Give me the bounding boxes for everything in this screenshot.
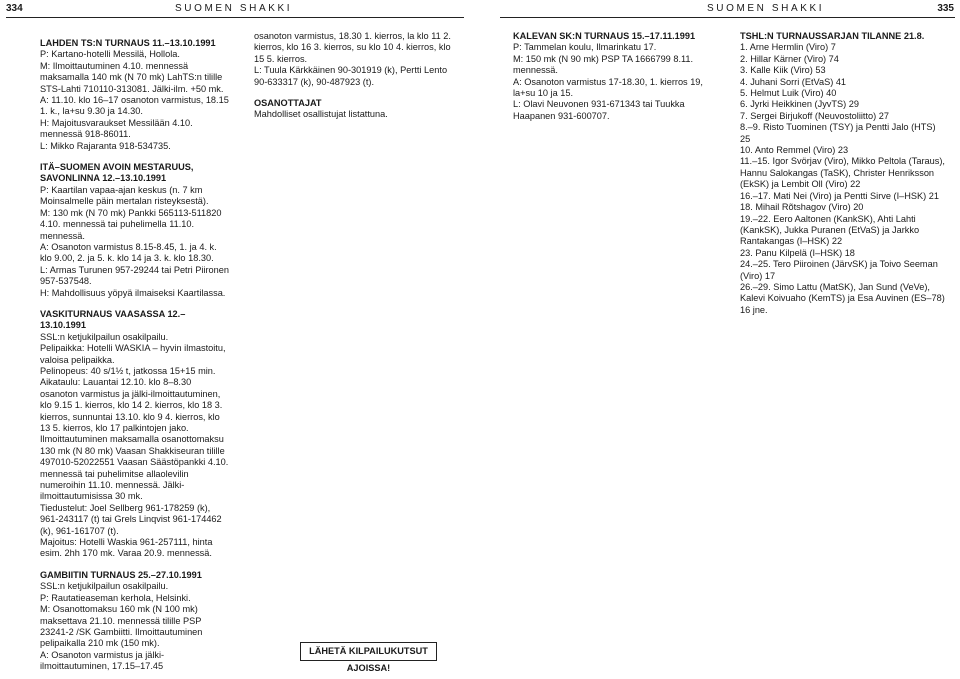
paragraph: Mahdolliset osallistujat listattuna. (254, 109, 388, 120)
column-1 (40, 38, 230, 673)
paragraph: Pelinopeus: 40 s/1½ t, jatkossa 15+15 min. (40, 365, 216, 376)
list-item: 19.–22. Eero Aaltonen (KankSK), Ahti Lahti (KankSK), Jukka Puranen (EtVaS) ja Jarkko Rantakangas (I–HSK) 22 (740, 213, 920, 247)
spacer (40, 299, 230, 309)
section-heading: GAMBIITIN TURNAUS 25.–27.10.1991 (40, 569, 202, 580)
section-heading: OSANOTTAJAT (254, 98, 322, 109)
paragraph: Tiedustelut: Joel Sellberg 961-178259 (k), 961-243117 (t) tai Grels Linqvist 961-174462 (k), 961-161707 (t). (40, 502, 222, 536)
paragraph: L: Armas Turunen 957-29244 tai Petri Piironen 957-537548. (40, 264, 229, 287)
paragraph: A: Osanoton varmistus 17-18.30, 1. kierros 19, la+su 10 ja 15. (513, 76, 703, 99)
left-header-rule (6, 17, 464, 18)
list-item: 24.–25. Tero Piiroinen (JärvSK) ja Toivo Seeman (Viro) 17 (740, 259, 938, 281)
paragraph: M: Osanottomaksu 160 mk (N 100 mk) maksettava 21.10. mennessä tilille PSP 23241-2 /SK Gambiitti. Ilmoittautuminen pelipaikalla 210 mk (150 mk). (40, 604, 203, 649)
paragraph: P: Kaartilan vapaa-ajan keskus (n. 7 km Moinsalmelle päin mertalan risteyksestä). (40, 184, 209, 207)
spacer (40, 560, 230, 570)
paragraph: A: Osanoton varmistus ja jälki-ilmoittautuminen, 17.15–17.45 (40, 649, 165, 672)
list-item: 2. Hillar Kärner (Viro) 74 (740, 53, 839, 64)
section-heading: KALEVAN SK:N TURNAUS 15.–17.11.1991 (513, 31, 696, 41)
spacer (40, 152, 230, 162)
paragraph: L: Olavi Neuvonen 931-671343 tai Tuukka Haapanen 931-600707. (513, 99, 685, 121)
column-3 (513, 31, 723, 122)
paragraph: P: Rautatieaseman kerhola, Helsinki. (40, 592, 191, 603)
list-item: 16.–17. Mati Nei (Viro) ja Pentti Sirve (I–HSK) 21 (740, 190, 939, 201)
paragraph: Pelipaikka: Hotelli WASKIA – hyvin ilmastoitu, valoisa pelipaikka. (40, 343, 226, 365)
paragraph: Majoitus: Hotelli Waskia 961-257111, hinta esim. 2hh 170 mk. Varaa 20.9. mennessä. (40, 537, 213, 559)
paragraph: L: Tuula Kärkkäinen 90-301919 (k), Pertti Lento 90-633317 (k), 90-487923 (t). (254, 65, 448, 87)
list-item: 3. Kalle Kiik (Viro) 53 (740, 65, 826, 76)
notice-text: LÄHETÄ KILPAILUKUTSUT AJOISSA! (309, 646, 428, 673)
list-item: 7. Sergei Birjukoff (Neuvostoliitto) 27 (740, 110, 889, 121)
paragraph: M: 150 mk (N 90 mk) PSP TA 1666799 8.11. mennessä. (513, 53, 694, 76)
section-heading: VASKITURNAUS VAASASSA 12.–13.10.1991 (40, 308, 186, 331)
paragraph: L: Mikko Rajaranta 918-534735. (40, 140, 171, 151)
left-running-header: SUOMEN SHAKKI (175, 3, 293, 14)
list-item: 1. Arne Hermlin (Viro) 7 (740, 42, 836, 53)
right-page-number: 335 (937, 3, 954, 14)
paragraph: H: Majoitusvaraukset Messilään 4.10. mennessä 918-86011. (40, 117, 193, 140)
section-heading: ITÄ–SUOMEN AVOIN MESTARUUS, SAVONLINNA 12.–13.10.1991 (40, 162, 194, 184)
list-item: 8.–9. Risto Tuominen (TSY) ja Pentti Jalo (HTS) 25 (740, 122, 936, 144)
list-item: 4. Juhani Sorri (EtVaS) 41 (740, 76, 847, 87)
section-heading: TSHL:N TURNAUSSARJAN TILANNE 21.8. (740, 31, 925, 41)
section-heading: LAHDEN TS:N TURNAUS 11.–13.10.1991 (40, 38, 216, 48)
list-item: 10. Anto Remmel (Viro) 23 (740, 145, 849, 156)
right-header-rule (500, 17, 955, 18)
paragraph: osanoton varmistus, 18.30 1. kierros, la klo 11 2. kierros, klo 16 3. kierros, su klo 10 4. kierros, klo 15 5. kierros. (254, 31, 451, 64)
list-item: 26.–29. Simo Lattu (MatSK), Jan Sund (VeVe), Kalevi Koivuaho (KemTS) ja Esa Auvinen (ES–78) 16 jne. (740, 281, 945, 315)
paragraph: A: Osanoton varmistus 8.15-8.45, 1. ja 4. k. klo 9.00, 2. ja 5. k. klo 14 ja 3. k. klo 18.30. (40, 241, 217, 264)
list-item: 11.–15. Igor Svörjav (Viro), Mikko Peltola (Taraus), Hannu Salokangas (TaSK), Christer Henriksson (EkSK) ja Lembit Oll (Viro) 22 (740, 156, 945, 190)
list-item: 6. Jyrki Heikkinen (JyvTS) 29 (740, 99, 859, 110)
paragraph: H: Mahdollisuus yöpyä ilmaiseksi Kaartilassa. (40, 287, 226, 298)
paragraph: A: 11.10. klo 16–17 osanoton varmistus, 18.15 1. k., la+su 9.30 ja 14.30. (40, 95, 229, 117)
paragraph: P: Tammelan koulu, Ilmarinkatu 17. (513, 42, 657, 53)
column-2 (254, 31, 457, 121)
right-running-header: SUOMEN SHAKKI (707, 3, 825, 14)
paragraph: SSL:n ketjukilpailun osakilpailu. (40, 581, 169, 592)
paragraph: M: Ilmoittautuminen 4.10. mennessä maksamalla 140 mk (N 70 mk) LahTS:n tilille STS-Lahti 710110-313081. Jälki-ilm. +50 mk. (40, 60, 224, 94)
list-item: 23. Panu Kilpelä (I–HSK) 18 (740, 247, 855, 258)
list-item: 18. Mihail Rõtshagov (Viro) 20 (740, 202, 864, 213)
left-page-number: 334 (6, 3, 23, 14)
paragraph: M: 130 mk (N 70 mk) Pankki 565113-511820 4.10. mennessä tai puhelimella 11.10. mennessä. (40, 207, 222, 241)
paragraph: Ilmoittautuminen maksamalla osanottomaksu 130 mk (N 80 mk) Vaasan Shakkiseuran tilille 497010-52022551 Vaasan Säästöpankki 4.10. mennessä tai puhelimitse allaolevilin numeroihin 11.10. mennessä. Jälki-ilmoittautumisissa 30 mk. (40, 434, 229, 502)
notice-box (300, 642, 437, 673)
list-item: 5. Helmut Luik (Viro) 40 (740, 88, 837, 99)
tshl-standings-list (740, 42, 945, 316)
paragraph: SSL:n ketjukilpailun osakilpailu. (40, 331, 169, 342)
column-4 (740, 31, 945, 316)
paragraph: Aikataulu: Lauantai 12.10. klo 8–8.30 osanoton varmistus ja jälki-ilmoittautuminen, klo 9.15 1. kierros, klo 14 2. kierros, klo 18 3. kierros, sunnuntai 13.10. klo 9 4. kierros, klo 13 5. kierros, klo 17 palkintojen jako. (40, 377, 223, 433)
paragraph: P: Kartano-hotelli Messilä, Hollola. (40, 49, 180, 60)
